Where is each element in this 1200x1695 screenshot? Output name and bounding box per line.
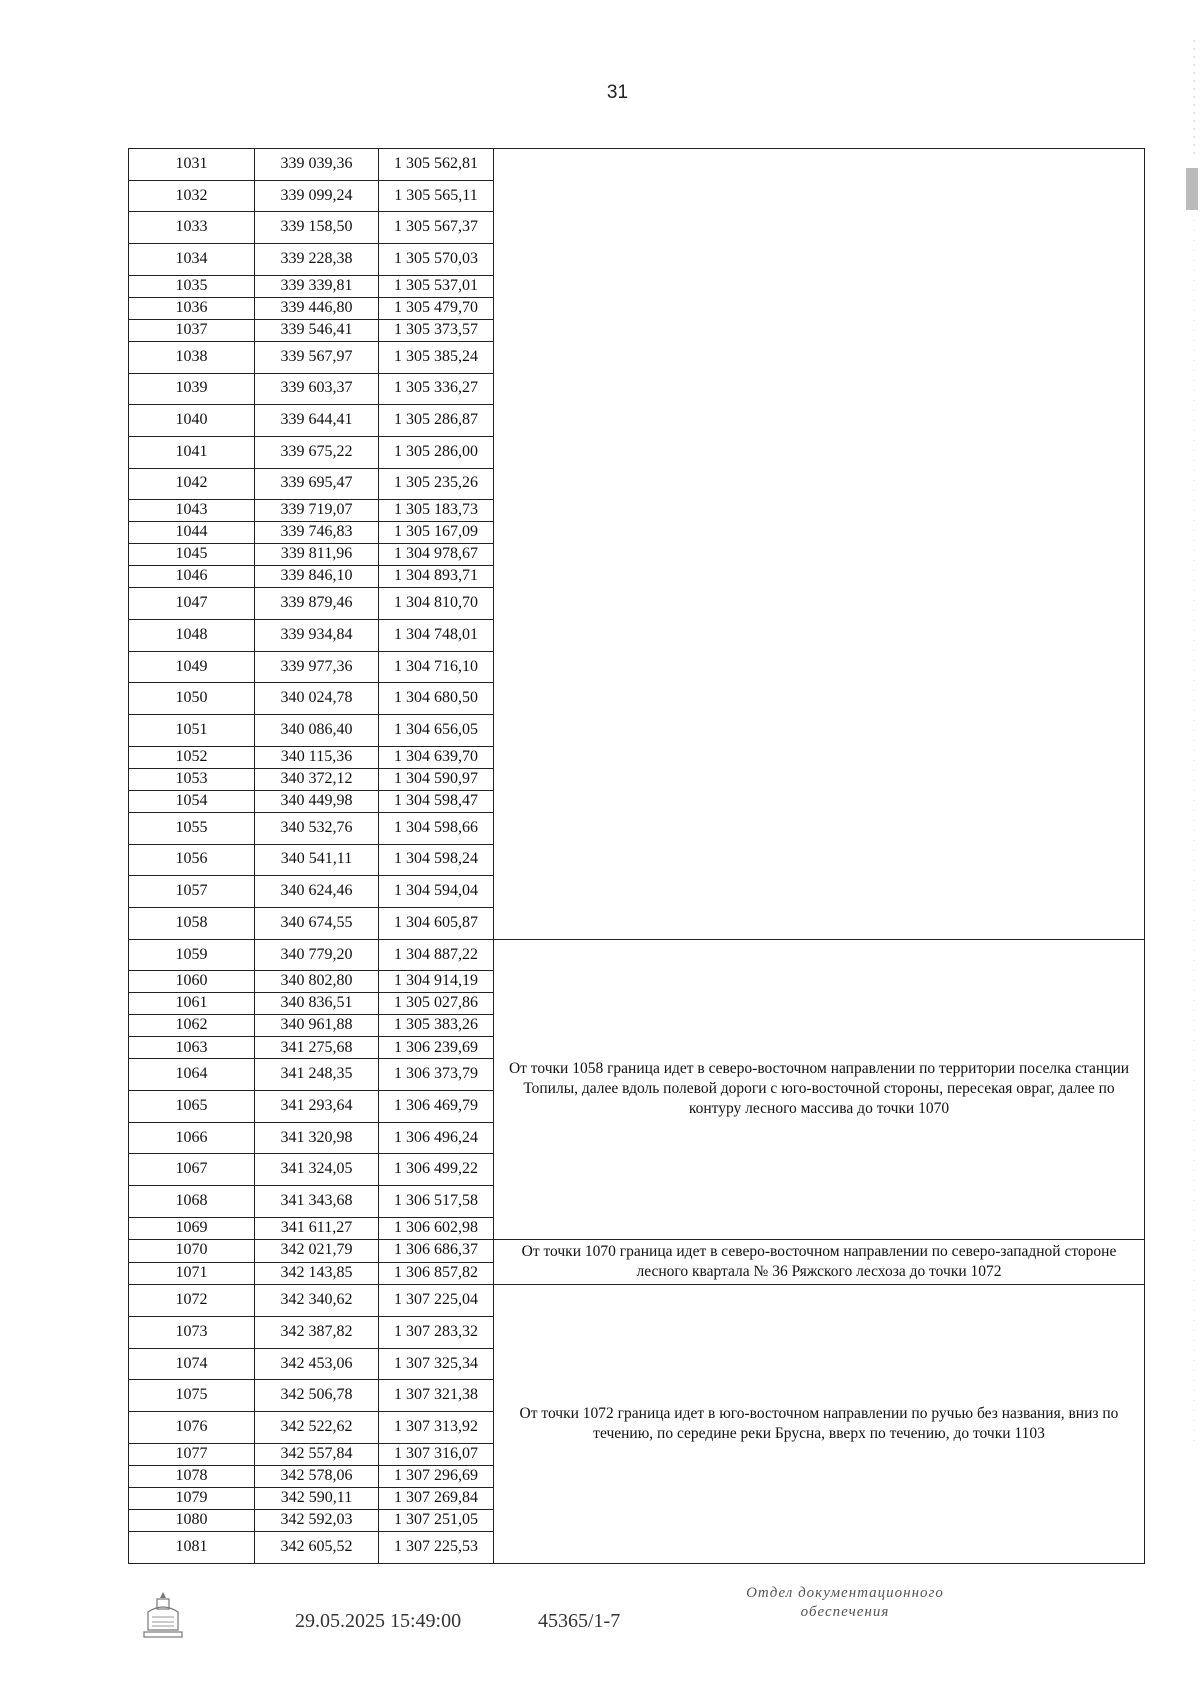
coord-x-cell: 340 115,36 <box>255 746 379 768</box>
coord-y-cell: 1 305 565,11 <box>379 180 494 212</box>
table-row <box>129 939 1145 971</box>
coord-y-cell: 1 305 336,27 <box>379 373 494 405</box>
coord-y-cell: 1 306 517,58 <box>379 1186 494 1218</box>
point-number-cell: 1041 <box>129 436 255 468</box>
point-number-cell: 1032 <box>129 180 255 212</box>
coord-x-cell: 339 719,07 <box>255 500 379 522</box>
point-number-cell: 1069 <box>129 1217 255 1239</box>
emblem-icon <box>140 1590 186 1640</box>
coord-y-cell: 1 304 590,97 <box>379 768 494 790</box>
coord-x-cell: 340 024,78 <box>255 683 379 715</box>
coord-x-cell: 340 961,88 <box>255 1015 379 1037</box>
coord-x-cell: 341 275,68 <box>255 1037 379 1059</box>
coord-y-cell: 1 304 598,24 <box>379 844 494 876</box>
coord-y-cell: 1 305 385,24 <box>379 341 494 373</box>
coord-y-cell: 1 304 716,10 <box>379 651 494 683</box>
coord-x-cell: 342 592,03 <box>255 1509 379 1531</box>
point-number-cell: 1065 <box>129 1091 255 1123</box>
coord-x-cell: 339 603,37 <box>255 373 379 405</box>
point-number-cell: 1067 <box>129 1154 255 1186</box>
footer-document-number: 45365/1-7 <box>538 1610 621 1632</box>
coord-x-cell: 341 248,35 <box>255 1059 379 1091</box>
coord-x-cell: 342 506,78 <box>255 1380 379 1412</box>
coord-x-cell: 340 802,80 <box>255 971 379 993</box>
point-number-cell: 1075 <box>129 1380 255 1412</box>
boundary-description-cell: От точки 1070 граница идет в северо-восточном направлении по северо-западной стороне лесного квартала № 36 Ряжского лесхоза до точки 1072 <box>494 1239 1145 1284</box>
point-number-cell: 1055 <box>129 812 255 844</box>
coord-x-cell: 340 674,55 <box>255 907 379 939</box>
coord-x-cell: 339 228,38 <box>255 244 379 276</box>
coord-y-cell: 1 305 479,70 <box>379 297 494 319</box>
coord-x-cell: 339 675,22 <box>255 436 379 468</box>
coord-x-cell: 342 590,11 <box>255 1487 379 1509</box>
coord-x-cell: 339 977,36 <box>255 651 379 683</box>
point-number-cell: 1050 <box>129 683 255 715</box>
coord-y-cell: 1 306 686,37 <box>379 1239 494 1262</box>
point-number-cell: 1047 <box>129 588 255 620</box>
coord-x-cell: 339 695,47 <box>255 468 379 500</box>
coord-y-cell: 1 304 914,19 <box>379 971 494 993</box>
point-number-cell: 1070 <box>129 1239 255 1262</box>
point-number-cell: 1053 <box>129 768 255 790</box>
point-number-cell: 1061 <box>129 993 255 1015</box>
coord-y-cell: 1 304 887,22 <box>379 939 494 971</box>
coord-x-cell: 340 372,12 <box>255 768 379 790</box>
coord-y-cell: 1 304 639,70 <box>379 746 494 768</box>
coord-x-cell: 339 099,24 <box>255 180 379 212</box>
coord-y-cell: 1 305 562,81 <box>379 149 494 181</box>
point-number-cell: 1044 <box>129 522 255 544</box>
coord-y-cell: 1 305 537,01 <box>379 275 494 297</box>
coord-x-cell: 340 086,40 <box>255 715 379 747</box>
point-number-cell: 1034 <box>129 244 255 276</box>
point-number-cell: 1042 <box>129 468 255 500</box>
point-number-cell: 1039 <box>129 373 255 405</box>
coord-y-cell: 1 305 286,87 <box>379 405 494 437</box>
point-number-cell: 1052 <box>129 746 255 768</box>
coord-y-cell: 1 306 373,79 <box>379 1059 494 1091</box>
coord-x-cell: 339 567,97 <box>255 341 379 373</box>
coord-y-cell: 1 306 239,69 <box>379 1037 494 1059</box>
coord-y-cell: 1 305 567,37 <box>379 212 494 244</box>
coordinates-table <box>128 148 1145 1564</box>
point-number-cell: 1036 <box>129 297 255 319</box>
coord-x-cell: 339 746,83 <box>255 522 379 544</box>
coord-y-cell: 1 304 594,04 <box>379 876 494 908</box>
boundary-description-cell <box>494 149 1145 940</box>
coord-x-cell: 340 779,20 <box>255 939 379 971</box>
scan-margin-marks <box>1180 0 1200 1695</box>
point-number-cell: 1060 <box>129 971 255 993</box>
coord-x-cell: 341 611,27 <box>255 1217 379 1239</box>
coord-x-cell: 341 324,05 <box>255 1154 379 1186</box>
point-number-cell: 1038 <box>129 341 255 373</box>
point-number-cell: 1073 <box>129 1316 255 1348</box>
point-number-cell: 1035 <box>129 275 255 297</box>
boundary-description-cell: От точки 1058 граница идет в северо-восточном направлении по территории поселка станции Топилы, далее вдоль полевой дороги с юго-восточной стороны, пересекая овраг, далее по контуру лесного массива до точки 1070 <box>494 939 1145 1239</box>
coord-y-cell: 1 307 325,34 <box>379 1348 494 1380</box>
coord-x-cell: 339 039,36 <box>255 149 379 181</box>
coord-y-cell: 1 307 296,69 <box>379 1465 494 1487</box>
footer-stamp: Отдел документационного обеспечения <box>746 1585 944 1620</box>
coordinates-table-container <box>128 148 1144 1564</box>
table-row <box>129 1239 1145 1262</box>
coord-y-cell: 1 307 321,38 <box>379 1380 494 1412</box>
coord-y-cell: 1 305 183,73 <box>379 500 494 522</box>
point-number-cell: 1064 <box>129 1059 255 1091</box>
coord-x-cell: 339 339,81 <box>255 275 379 297</box>
point-number-cell: 1076 <box>129 1411 255 1443</box>
point-number-cell: 1072 <box>129 1285 255 1317</box>
coord-x-cell: 340 836,51 <box>255 993 379 1015</box>
table-row <box>129 1285 1145 1317</box>
point-number-cell: 1062 <box>129 1015 255 1037</box>
coord-y-cell: 1 304 605,87 <box>379 907 494 939</box>
coord-x-cell: 342 453,06 <box>255 1348 379 1380</box>
coord-x-cell: 342 522,62 <box>255 1411 379 1443</box>
coord-x-cell: 340 624,46 <box>255 876 379 908</box>
coord-x-cell: 339 158,50 <box>255 212 379 244</box>
coord-y-cell: 1 305 373,57 <box>379 319 494 341</box>
point-number-cell: 1048 <box>129 620 255 652</box>
point-number-cell: 1079 <box>129 1487 255 1509</box>
coord-y-cell: 1 304 598,47 <box>379 790 494 812</box>
point-number-cell: 1081 <box>129 1531 255 1563</box>
coord-y-cell: 1 306 469,79 <box>379 1091 494 1123</box>
point-number-cell: 1049 <box>129 651 255 683</box>
coord-x-cell: 339 879,46 <box>255 588 379 620</box>
point-number-cell: 1056 <box>129 844 255 876</box>
coord-y-cell: 1 304 893,71 <box>379 566 494 588</box>
coord-y-cell: 1 307 269,84 <box>379 1487 494 1509</box>
point-number-cell: 1078 <box>129 1465 255 1487</box>
coord-y-cell: 1 307 316,07 <box>379 1443 494 1465</box>
point-number-cell: 1051 <box>129 715 255 747</box>
coord-y-cell: 1 307 283,32 <box>379 1316 494 1348</box>
point-number-cell: 1043 <box>129 500 255 522</box>
coord-x-cell: 341 320,98 <box>255 1122 379 1154</box>
coord-y-cell: 1 304 598,66 <box>379 812 494 844</box>
point-number-cell: 1077 <box>129 1443 255 1465</box>
coord-y-cell: 1 304 810,70 <box>379 588 494 620</box>
coord-x-cell: 341 343,68 <box>255 1186 379 1218</box>
coord-y-cell: 1 305 027,86 <box>379 993 494 1015</box>
boundary-description-cell: От точки 1072 граница идет в юго-восточном направлении по ручью без названия, вниз по течению, по середине реки Бруcна, вверх по течению, до точки 1103 <box>494 1285 1145 1564</box>
point-number-cell: 1058 <box>129 907 255 939</box>
coord-x-cell: 342 143,85 <box>255 1262 379 1285</box>
coord-y-cell: 1 307 313,92 <box>379 1411 494 1443</box>
coord-y-cell: 1 305 570,03 <box>379 244 494 276</box>
coord-y-cell: 1 304 680,50 <box>379 683 494 715</box>
coord-x-cell: 342 557,84 <box>255 1443 379 1465</box>
coord-y-cell: 1 304 656,05 <box>379 715 494 747</box>
coord-x-cell: 340 541,11 <box>255 844 379 876</box>
coord-x-cell: 342 340,62 <box>255 1285 379 1317</box>
point-number-cell: 1054 <box>129 790 255 812</box>
coord-x-cell: 339 446,80 <box>255 297 379 319</box>
coord-x-cell: 342 021,79 <box>255 1239 379 1262</box>
point-number-cell: 1040 <box>129 405 255 437</box>
coord-x-cell: 340 449,98 <box>255 790 379 812</box>
coord-x-cell: 339 644,41 <box>255 405 379 437</box>
coord-x-cell: 342 605,52 <box>255 1531 379 1563</box>
point-number-cell: 1080 <box>129 1509 255 1531</box>
coord-x-cell: 340 532,76 <box>255 812 379 844</box>
coord-y-cell: 1 305 286,00 <box>379 436 494 468</box>
coord-x-cell: 339 846,10 <box>255 566 379 588</box>
point-number-cell: 1063 <box>129 1037 255 1059</box>
coord-y-cell: 1 304 978,67 <box>379 544 494 566</box>
coord-x-cell: 339 546,41 <box>255 319 379 341</box>
coord-y-cell: 1 306 496,24 <box>379 1122 494 1154</box>
coord-x-cell: 341 293,64 <box>255 1091 379 1123</box>
table-row <box>129 149 1145 181</box>
point-number-cell: 1066 <box>129 1122 255 1154</box>
coord-y-cell: 1 304 748,01 <box>379 620 494 652</box>
coordinates-table-body <box>129 149 1145 1564</box>
point-number-cell: 1033 <box>129 212 255 244</box>
point-number-cell: 1057 <box>129 876 255 908</box>
coord-x-cell: 342 387,82 <box>255 1316 379 1348</box>
point-number-cell: 1046 <box>129 566 255 588</box>
point-number-cell: 1031 <box>129 149 255 181</box>
point-number-cell: 1037 <box>129 319 255 341</box>
footer-datetime: 29.05.2025 15:49:00 <box>295 1610 462 1632</box>
coord-x-cell: 342 578,06 <box>255 1465 379 1487</box>
point-number-cell: 1071 <box>129 1262 255 1285</box>
point-number-cell: 1059 <box>129 939 255 971</box>
point-number-cell: 1045 <box>129 544 255 566</box>
point-number-cell: 1074 <box>129 1348 255 1380</box>
coord-y-cell: 1 307 225,04 <box>379 1285 494 1317</box>
coord-y-cell: 1 306 602,98 <box>379 1217 494 1239</box>
coord-y-cell: 1 306 499,22 <box>379 1154 494 1186</box>
coord-y-cell: 1 306 857,82 <box>379 1262 494 1285</box>
coord-x-cell: 339 934,84 <box>255 620 379 652</box>
coord-y-cell: 1 305 167,09 <box>379 522 494 544</box>
coord-y-cell: 1 305 383,26 <box>379 1015 494 1037</box>
coord-y-cell: 1 307 251,05 <box>379 1509 494 1531</box>
page-number: 31 <box>606 82 629 103</box>
coord-y-cell: 1 305 235,26 <box>379 468 494 500</box>
point-number-cell: 1068 <box>129 1186 255 1218</box>
coord-x-cell: 339 811,96 <box>255 544 379 566</box>
coord-y-cell: 1 307 225,53 <box>379 1531 494 1563</box>
